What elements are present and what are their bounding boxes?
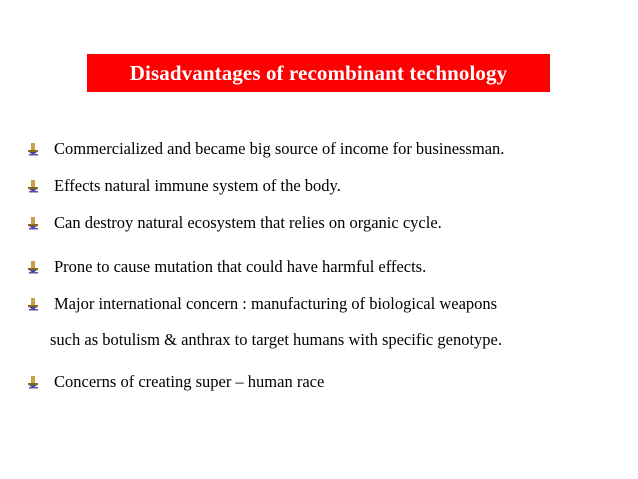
bullet-item-1 <box>26 137 504 161</box>
bullet-item-5 <box>26 292 497 316</box>
bullet-item-3 <box>26 211 442 235</box>
bullet-item-6 <box>26 370 324 394</box>
bullet-continuation-text: such as botulism & anthrax to target humans with specific genotype. <box>50 330 502 349</box>
bullet-text: Major international concern : manufacturing of biological weapons <box>54 294 498 313</box>
bullet-text: Commercialized and became big source of income for businessman. <box>54 139 505 158</box>
bullet-text: Concerns of creating super – human race <box>54 372 325 391</box>
arrow-down-bullet-icon <box>26 260 40 274</box>
slide-title: Disadvantages of recombinant technology <box>129 60 508 85</box>
bullet-text: Prone to cause mutation that could have harmful effects. <box>54 257 427 276</box>
bullet-text: Effects natural immune system of the body. <box>54 176 341 195</box>
arrow-down-bullet-icon <box>26 297 40 311</box>
arrow-down-bullet-icon <box>26 375 40 389</box>
bullet-item-2 <box>26 174 341 198</box>
bullet-text: Can destroy natural ecosystem that relies on organic cycle. <box>54 213 442 232</box>
arrow-down-bullet-icon <box>26 216 40 230</box>
bullet-item-4 <box>26 255 426 279</box>
arrow-down-bullet-icon <box>26 142 40 156</box>
arrow-down-bullet-icon <box>26 179 40 193</box>
